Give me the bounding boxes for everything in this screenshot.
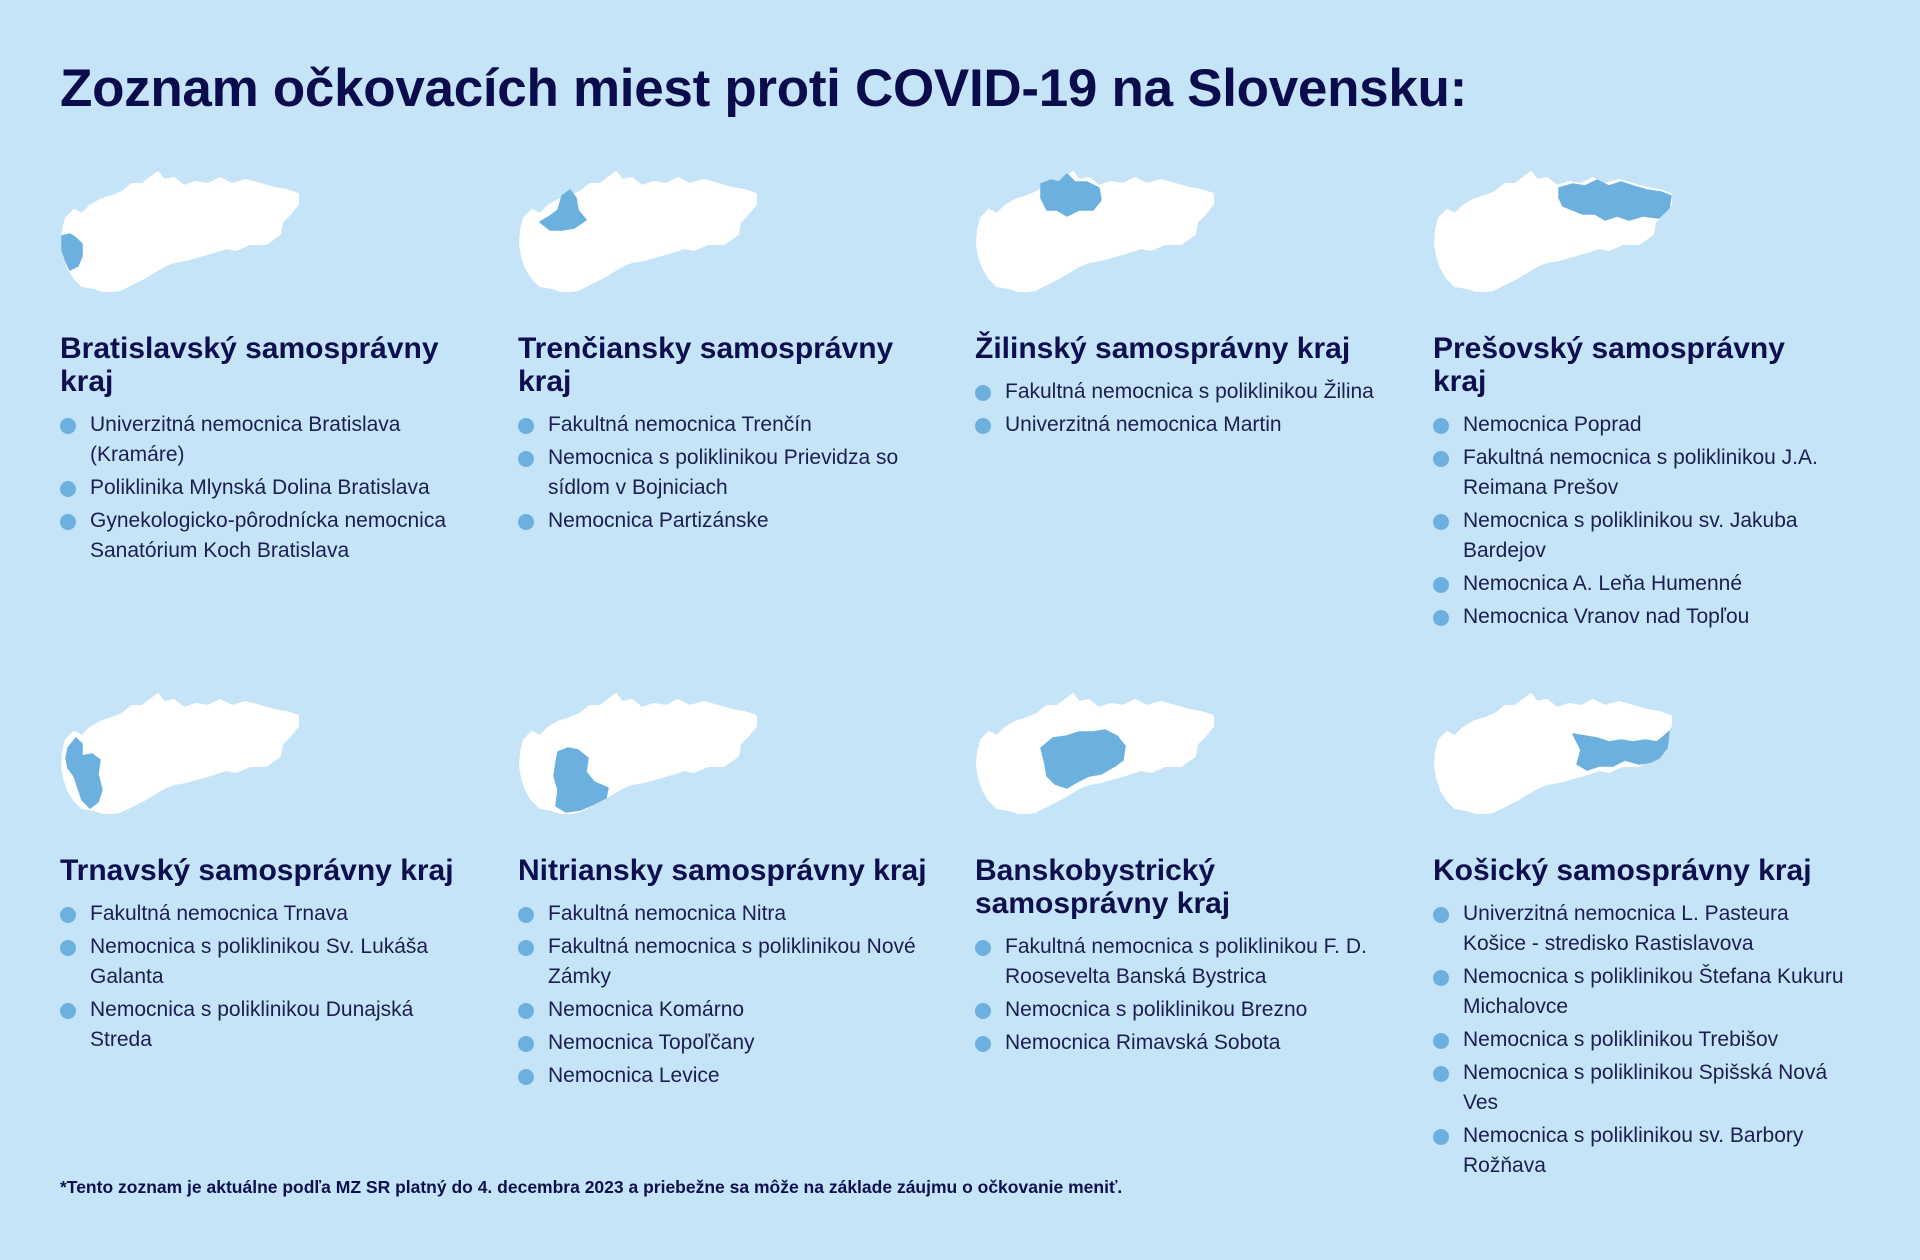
bullet-dot-icon: [975, 385, 991, 401]
region-map: [1433, 170, 1673, 292]
list-item: [518, 899, 938, 929]
region-map: [518, 692, 758, 814]
bullet-dot-icon: [60, 418, 76, 434]
list-item: [60, 899, 480, 929]
hospital-name: Nemocnica s poliklinikou Dunajská Streda: [90, 998, 414, 1051]
list-item: [60, 410, 480, 470]
hospital-name: Gynekologicko-pôrodnícka nemocnica Sanatórium Koch Bratislava: [90, 509, 447, 562]
hospital-name: Nemocnica Partizánske: [548, 509, 769, 532]
slovakia-map-icon: [1433, 170, 1673, 292]
bullet-dot-icon: [60, 514, 76, 530]
hospital-list: [1433, 410, 1853, 635]
bullet-dot-icon: [518, 1036, 534, 1052]
list-item: [518, 1028, 938, 1058]
hospital-name: Nemocnica Poprad: [1463, 413, 1642, 436]
bullet-dot-icon: [518, 907, 534, 923]
region-heading: Trenčiansky samosprávny kraj: [518, 332, 894, 398]
bullet-dot-icon: [1433, 1033, 1449, 1049]
hospital-name: Poliklinika Mlynská Dolina Bratislava: [90, 476, 430, 499]
region-map: [1433, 692, 1673, 814]
list-item: [1433, 506, 1853, 566]
hospital-name: Nemocnica Vranov nad Topľou: [1463, 605, 1750, 628]
list-item: [60, 932, 480, 992]
bullet-dot-icon: [975, 1036, 991, 1052]
slovakia-map-icon: [60, 692, 300, 814]
hospital-name: Nemocnica s poliklinikou sv. Jakuba Bardejov: [1463, 509, 1798, 562]
slovakia-map-icon: [518, 692, 758, 814]
list-item: [1433, 1058, 1853, 1118]
hospital-list: [518, 899, 938, 1094]
list-item: [60, 473, 480, 503]
hospital-list: [1433, 899, 1853, 1184]
region-heading: Žilinský samosprávny kraj: [975, 332, 1351, 365]
slovakia-map-icon: [60, 170, 300, 292]
region-heading: Košický samosprávny kraj: [1433, 854, 1812, 887]
bullet-dot-icon: [518, 1069, 534, 1085]
hospital-name: Fakultná nemocnica s poliklinikou F. D. Roosevelta Banská Bystrica: [1005, 935, 1367, 988]
list-item: [60, 506, 480, 566]
hospital-name: Nemocnica s poliklinikou sv. Barbory Rožňava: [1463, 1124, 1804, 1177]
hospital-list: [60, 410, 480, 569]
hospital-list: [975, 932, 1395, 1061]
hospital-name: Nemocnica s poliklinikou Prievidza so sídlom v Bojniciach: [548, 446, 899, 499]
slovakia-map-icon: [518, 170, 758, 292]
list-item: [975, 377, 1395, 407]
list-item: [518, 410, 938, 440]
list-item: [975, 995, 1395, 1025]
hospital-name: Fakultná nemocnica Trnava: [90, 902, 348, 925]
bullet-dot-icon: [975, 940, 991, 956]
bullet-dot-icon: [518, 1003, 534, 1019]
bullet-dot-icon: [60, 907, 76, 923]
hospital-name: Univerzitná nemocnica Bratislava (Kramáre): [90, 413, 401, 466]
bullet-dot-icon: [975, 418, 991, 434]
slovakia-outline: [62, 172, 298, 292]
slovakia-map-icon: [975, 170, 1215, 292]
bullet-dot-icon: [1433, 907, 1449, 923]
bullet-dot-icon: [1433, 1066, 1449, 1082]
hospital-name: Fakultná nemocnica s poliklinikou J.A. Reimana Prešov: [1463, 446, 1818, 499]
region-map: [518, 170, 758, 292]
slovakia-outline: [520, 694, 756, 814]
bullet-dot-icon: [1433, 514, 1449, 530]
list-item: [1433, 410, 1853, 440]
bullet-dot-icon: [1433, 610, 1449, 626]
list-item: [518, 932, 938, 992]
hospital-name: Univerzitná nemocnica L. Pasteura Košice - stredisko Rastislavova: [1463, 902, 1789, 955]
hospital-list: [518, 410, 938, 539]
hospital-name: Fakultná nemocnica s poliklinikou Žilina: [1005, 380, 1374, 403]
region-map: [975, 170, 1215, 292]
hospital-name: Nemocnica s poliklinikou Štefana Kukuru Michalovce: [1463, 965, 1844, 1018]
bullet-dot-icon: [1433, 970, 1449, 986]
hospital-name: Nemocnica Komárno: [548, 998, 745, 1021]
hospital-name: Nemocnica s poliklinikou Spišská Nová Ves: [1463, 1061, 1828, 1114]
region-map: [60, 692, 300, 814]
slovakia-map-icon: [975, 692, 1215, 814]
hospital-name: Nemocnica A. Leňa Humenné: [1463, 572, 1742, 595]
bullet-dot-icon: [518, 418, 534, 434]
bullet-dot-icon: [1433, 418, 1449, 434]
hospital-name: Nemocnica Topoľčany: [548, 1031, 755, 1054]
page-title: Zoznam očkovacích miest proti COVID-19 na Slovensku:: [60, 59, 1467, 118]
list-item: [60, 995, 480, 1055]
slovakia-outline: [520, 172, 756, 292]
region-map: [60, 170, 300, 292]
list-item: [518, 995, 938, 1025]
list-item: [1433, 569, 1853, 599]
list-item: [1433, 1121, 1853, 1181]
hospital-name: Fakultná nemocnica Trenčín: [548, 413, 812, 436]
hospital-list: [60, 899, 480, 1058]
bullet-dot-icon: [1433, 1129, 1449, 1145]
list-item: [1433, 443, 1853, 503]
bullet-dot-icon: [60, 940, 76, 956]
region-heading: Trnavský samosprávny kraj: [60, 854, 454, 887]
list-item: [1433, 1025, 1853, 1055]
hospital-name: Fakultná nemocnica s poliklinikou Nové Zámky: [548, 935, 916, 988]
hospital-list: [975, 377, 1395, 443]
list-item: [518, 506, 938, 536]
list-item: [1433, 962, 1853, 1022]
bullet-dot-icon: [1433, 577, 1449, 593]
bullet-dot-icon: [975, 1003, 991, 1019]
region-heading: Banskobystrický samosprávny kraj: [975, 854, 1231, 920]
list-item: [518, 443, 938, 503]
list-item: [975, 1028, 1395, 1058]
bullet-dot-icon: [60, 481, 76, 497]
region-heading: Nitriansky samosprávny kraj: [518, 854, 927, 887]
bullet-dot-icon: [518, 451, 534, 467]
hospital-name: Nemocnica s poliklinikou Trebišov: [1463, 1028, 1779, 1051]
hospital-name: Nemocnica Levice: [548, 1064, 720, 1087]
bullet-dot-icon: [518, 514, 534, 530]
list-item: [1433, 602, 1853, 632]
hospital-name: Nemocnica Rimavská Sobota: [1005, 1031, 1281, 1054]
hospital-name: Nemocnica s poliklinikou Sv. Lukáša Galanta: [90, 935, 429, 988]
slovakia-map-icon: [1433, 692, 1673, 814]
region-heading: Bratislavský samosprávny kraj: [60, 332, 439, 398]
list-item: [975, 932, 1395, 992]
list-item: [1433, 899, 1853, 959]
hospital-name: Fakultná nemocnica Nitra: [548, 902, 787, 925]
bullet-dot-icon: [518, 940, 534, 956]
region-map: [975, 692, 1215, 814]
hospital-name: Nemocnica s poliklinikou Brezno: [1005, 998, 1308, 1021]
hospital-name: Univerzitná nemocnica Martin: [1005, 413, 1282, 436]
region-heading: Prešovský samosprávny kraj: [1433, 332, 1785, 398]
footnote: *Tento zoznam je aktuálne podľa MZ SR platný do 4. decembra 2023 a priebežne sa môže na základe záujmu o očkovanie meniť.: [60, 1177, 1123, 1197]
bullet-dot-icon: [60, 1003, 76, 1019]
list-item: [518, 1061, 938, 1091]
list-item: [975, 410, 1395, 440]
bullet-dot-icon: [1433, 451, 1449, 467]
